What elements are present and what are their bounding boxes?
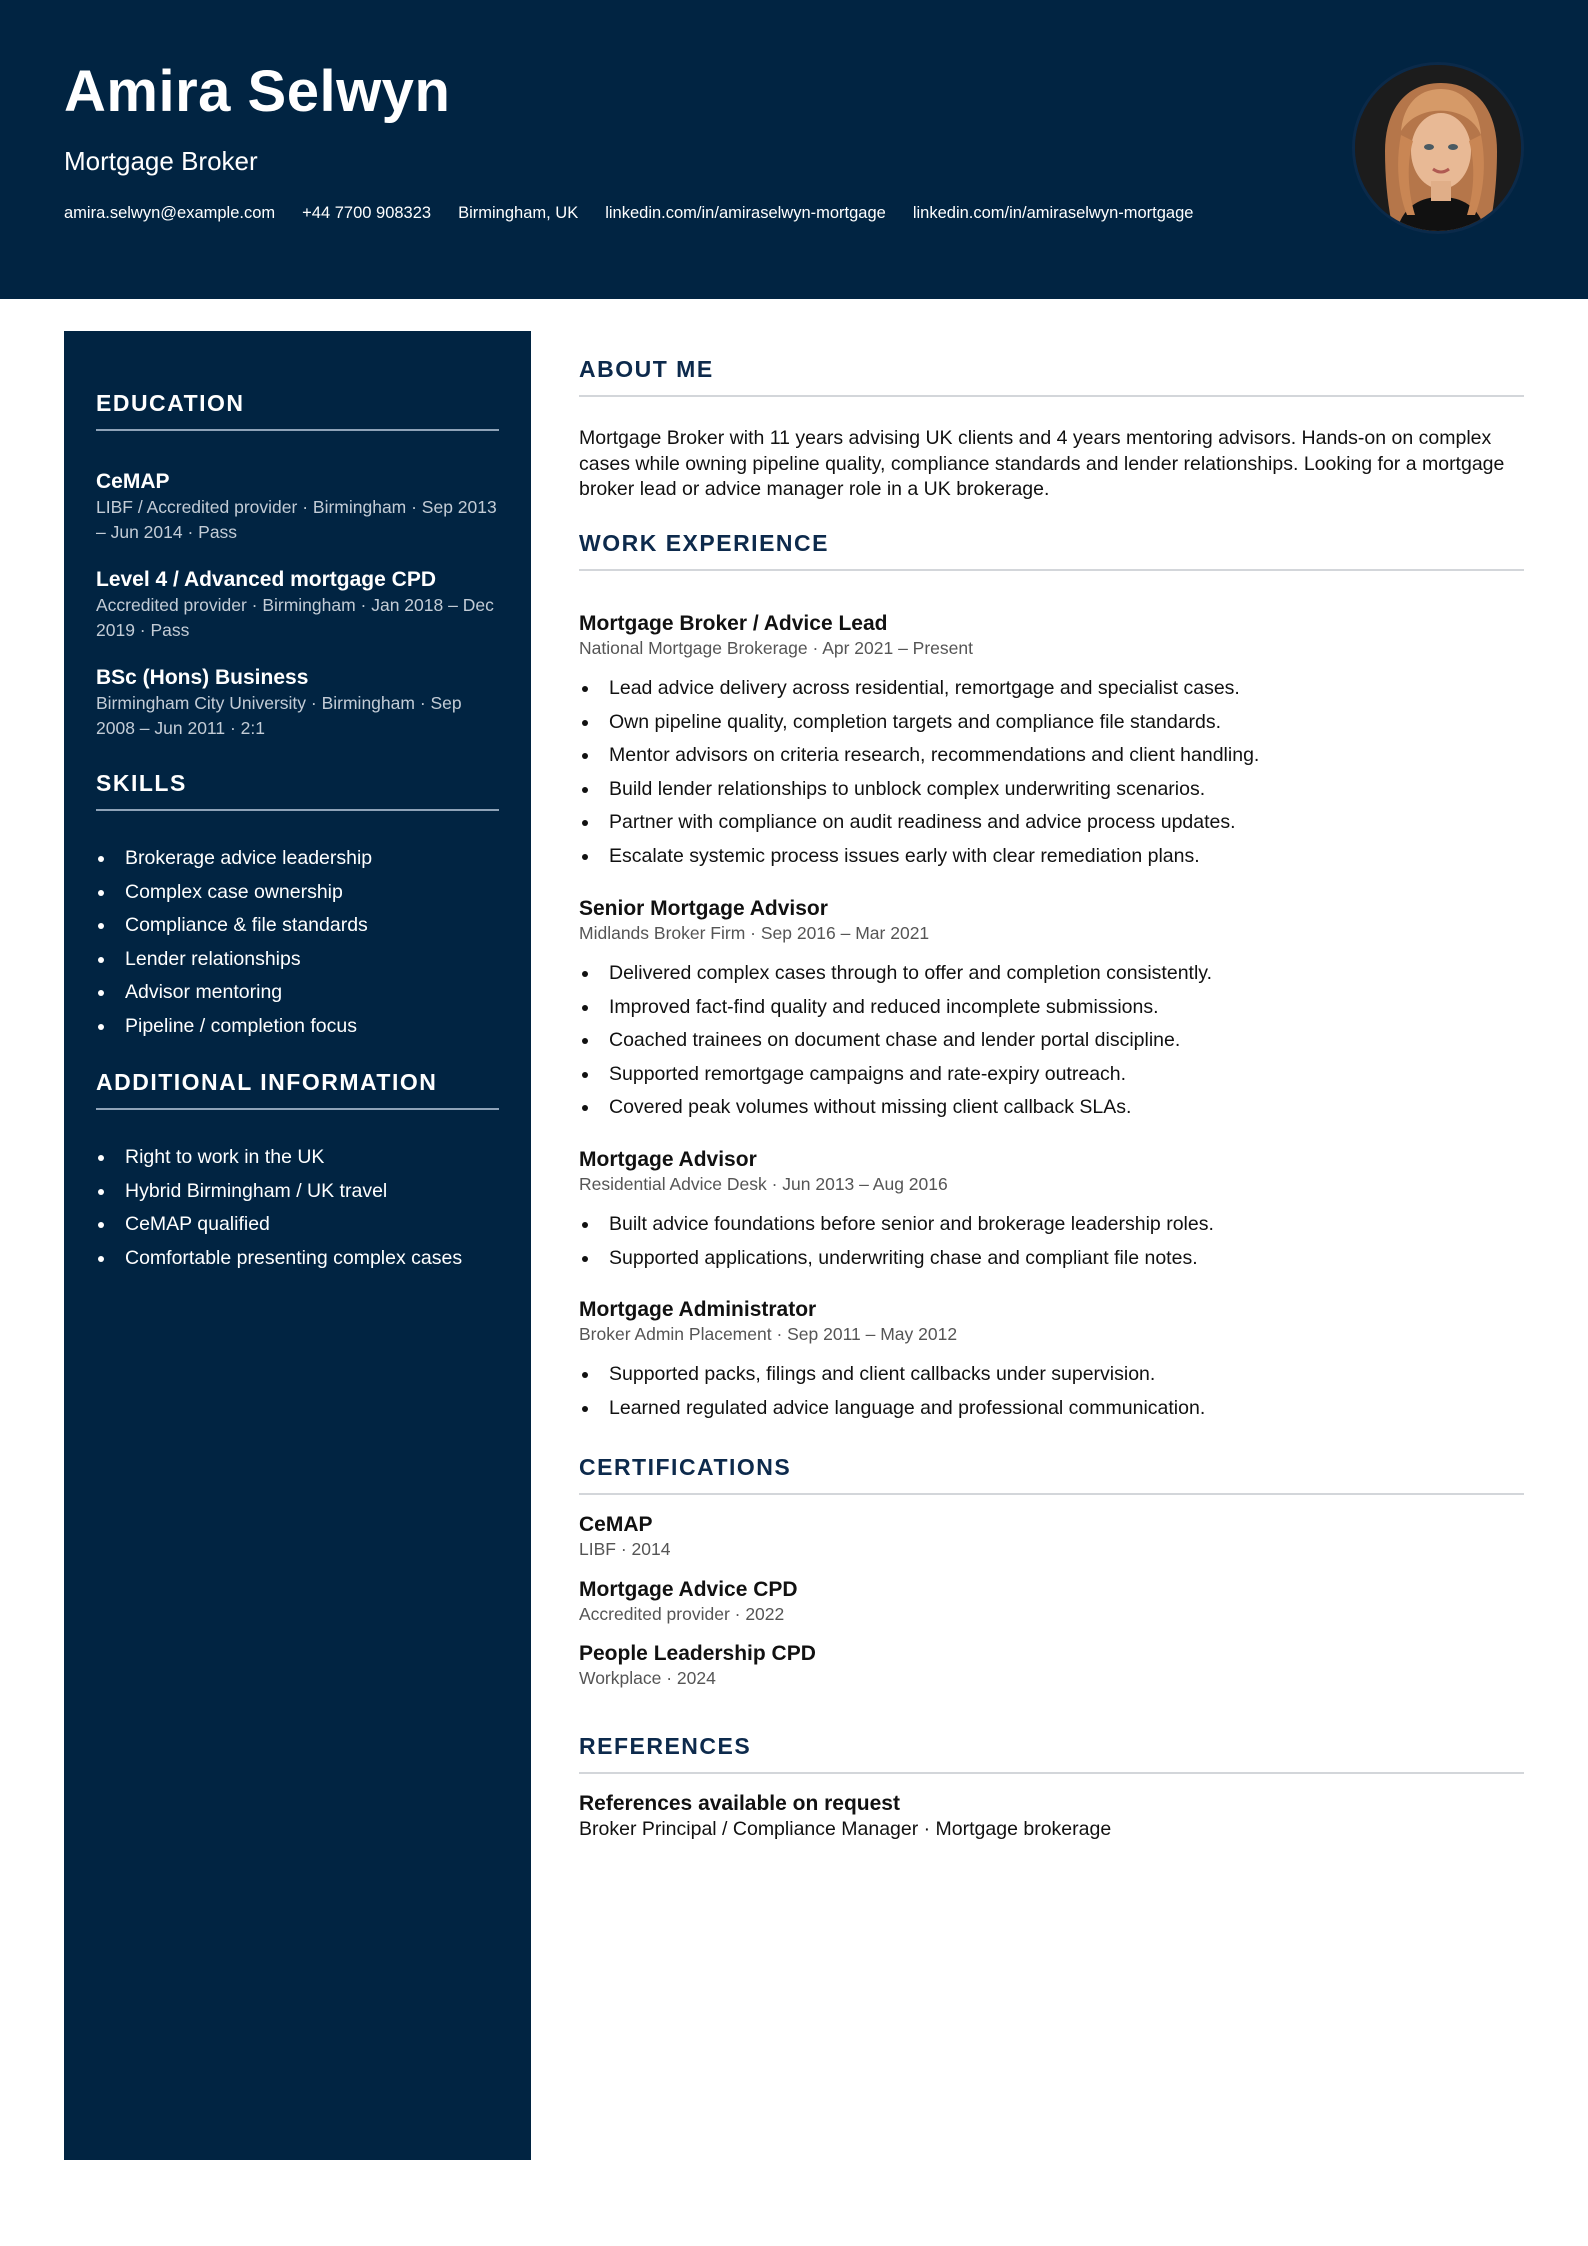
list-item: Pipeline / completion focus: [96, 1010, 499, 1044]
additional-heading: ADDITIONAL INFORMATION: [96, 1069, 499, 1110]
skills-section: [96, 770, 499, 811]
education-meta: Accredited provider · Birmingham · Jan 2018 – Dec 2019 · Pass: [96, 595, 494, 640]
list-item: Right to work in the UK: [96, 1141, 499, 1175]
education-meta: Birmingham City University · Birmingham · Sep 2008 – Jun 2011 · 2:1: [96, 693, 462, 738]
job-bullets: [579, 672, 1524, 874]
job-bullets: [579, 1358, 1524, 1425]
list-item: Own pipeline quality, completion targets and compliance file standards.: [579, 706, 1524, 740]
education-meta: LIBF / Accredited provider · Birmingham · Sep 2013 – Jun 2014 · Pass: [96, 497, 497, 542]
job-bullets: [579, 1208, 1524, 1275]
about-section: [579, 356, 1524, 397]
contact-linkedin-secondary[interactable]: linkedin.com/in/amiraselwyn-mortgage: [912, 204, 1194, 222]
job-meta: Midlands Broker Firm · Sep 2016 – Mar 2021: [579, 923, 930, 943]
job-bullets: [579, 957, 1524, 1125]
cert-entry: [579, 1641, 1524, 1689]
contact-email[interactable]: amira.selwyn@example.com: [64, 204, 276, 222]
skills-list: [96, 842, 499, 1044]
cert-entry: [579, 1577, 1524, 1625]
list-item: Supported applications, underwriting chase and compliant file notes.: [579, 1242, 1524, 1276]
education-item: [96, 469, 499, 545]
additional-list: [96, 1141, 499, 1275]
list-item: Learned regulated advice language and professional communication.: [579, 1392, 1524, 1426]
list-item: Advisor mentoring: [96, 976, 499, 1010]
job-entry: [579, 1147, 1524, 1275]
contact-location: Birmingham, UK: [458, 204, 579, 222]
list-item: Lender relationships: [96, 943, 499, 977]
job-entry: [579, 611, 1524, 874]
job-meta: Broker Admin Placement · Sep 2011 – May 2012: [579, 1324, 958, 1344]
skills-heading: SKILLS: [96, 770, 499, 811]
list-item: Partner with compliance on audit readiness and advice process updates.: [579, 806, 1524, 840]
education-title: Level 4 / Advanced mortgage CPD: [96, 568, 436, 591]
cert-title: Mortgage Advice CPD: [579, 1578, 798, 1601]
list-item: Brokerage advice leadership: [96, 842, 499, 876]
job-entry: [579, 896, 1524, 1125]
list-item: Hybrid Birmingham / UK travel: [96, 1175, 499, 1209]
references-entry: [579, 1791, 1524, 1842]
education-item: [96, 665, 499, 741]
job-title: Mortgage Administrator: [579, 1298, 817, 1321]
cert-title: CeMAP: [579, 1513, 653, 1536]
contact-row: [64, 204, 1193, 223]
list-item: Lead advice delivery across residential, remortgage and specialist cases.: [579, 672, 1524, 706]
job-title: Mortgage Advisor: [579, 1148, 757, 1171]
job-entry: [579, 1297, 1524, 1425]
education-section: [96, 390, 499, 431]
list-item: Supported packs, filings and client callbacks under supervision.: [579, 1358, 1524, 1392]
list-item: Delivered complex cases through to offer and completion consistently.: [579, 957, 1524, 991]
list-item: CeMAP qualified: [96, 1208, 499, 1242]
cert-entry: [579, 1512, 1524, 1560]
job-title: Senior Mortgage Advisor: [579, 897, 828, 920]
list-item: Build lender relationships to unblock complex underwriting scenarios.: [579, 773, 1524, 807]
education-heading: EDUCATION: [96, 390, 499, 431]
resume-header: [0, 0, 1588, 299]
list-item: Coached trainees on document chase and lender portal discipline.: [579, 1024, 1524, 1058]
education-title: CeMAP: [96, 470, 170, 493]
additional-section: [96, 1069, 499, 1110]
list-item: Supported remortgage campaigns and rate-expiry outreach.: [579, 1058, 1524, 1092]
certifications-section: [579, 1454, 1524, 1495]
work-heading: WORK EXPERIENCE: [579, 530, 1524, 571]
references-section: [579, 1733, 1524, 1774]
list-item: Complex case ownership: [96, 876, 499, 910]
work-section: [579, 530, 1524, 571]
job-meta: Residential Advice Desk · Jun 2013 – Aug 2016: [579, 1174, 948, 1194]
list-item: Comfortable presenting complex cases: [96, 1242, 499, 1276]
list-item: Improved fact-find quality and reduced incomplete submissions.: [579, 991, 1524, 1025]
candidate-role: Mortgage Broker: [64, 146, 258, 176]
contact-linkedin[interactable]: linkedin.com/in/amiraselwyn-mortgage: [605, 204, 886, 222]
education-item: [96, 567, 499, 643]
profile-photo: [1352, 62, 1524, 234]
references-subtitle: Broker Principal / Compliance Manager · Mortgage brokerage: [579, 1818, 1112, 1840]
about-text: Mortgage Broker with 11 years advising UK clients and 4 years mentoring advisors. Hands-on on complex cases while owning pipeline quality, compliance standards and lender relationships. Looking for a mortgage broker lead or advice manager role in a UK brokerage.: [579, 427, 1505, 500]
references-heading: REFERENCES: [579, 1733, 1524, 1774]
job-title: Mortgage Broker / Advice Lead: [579, 612, 888, 635]
education-title: BSc (Hons) Business: [96, 666, 309, 689]
list-item: Covered peak volumes without missing client callback SLAs.: [579, 1091, 1524, 1125]
contact-phone[interactable]: +44 7700 908323: [302, 204, 432, 222]
cert-meta: LIBF · 2014: [579, 1539, 671, 1559]
list-item: Mentor advisors on criteria research, recommendations and client handling.: [579, 739, 1524, 773]
about-heading: ABOUT ME: [579, 356, 1524, 397]
certifications-heading: CERTIFICATIONS: [579, 1454, 1524, 1495]
cert-meta: Workplace · 2024: [579, 1668, 716, 1688]
list-item: Built advice foundations before senior and brokerage leadership roles.: [579, 1208, 1524, 1242]
job-meta: National Mortgage Brokerage · Apr 2021 – Present: [579, 638, 973, 658]
cert-title: People Leadership CPD: [579, 1642, 816, 1665]
sidebar: [64, 331, 531, 2160]
portrait-illustration: [1355, 65, 1524, 234]
references-title: References available on request: [579, 1792, 900, 1815]
list-item: Compliance & file standards: [96, 909, 499, 943]
candidate-name: Amira Selwyn: [64, 59, 451, 124]
list-item: Escalate systemic process issues early with clear remediation plans.: [579, 840, 1524, 874]
cert-meta: Accredited provider · 2022: [579, 1604, 785, 1624]
